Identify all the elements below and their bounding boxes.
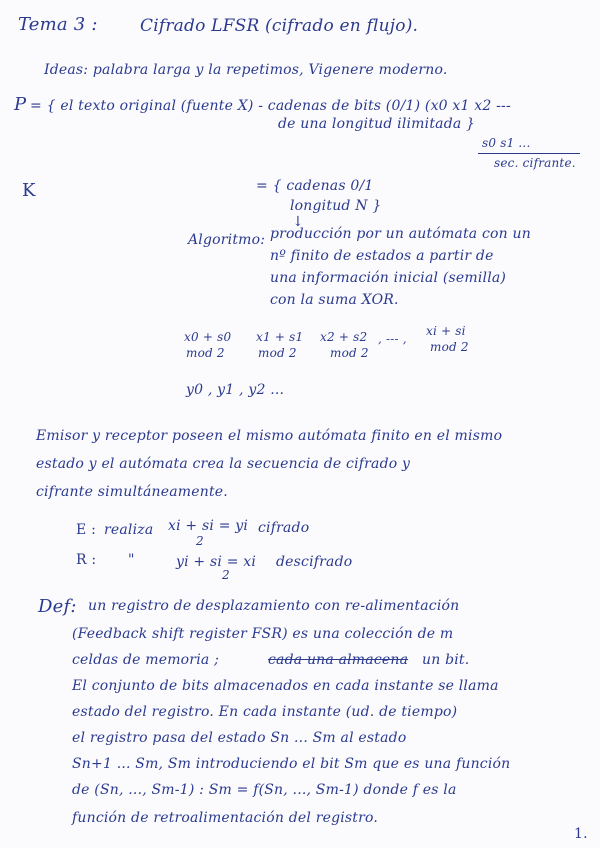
sec-cifrante-label: sec. cifrante. — [494, 156, 576, 170]
sum-1-top: x1 + s1 — [256, 330, 304, 344]
def-line4: El conjunto de bits almacenados en cada instante se llama — [72, 678, 499, 694]
sum-0-bottom: mod 2 — [186, 346, 225, 360]
e-description: cifrado — [258, 520, 310, 536]
sum-i-bottom: mod 2 — [430, 340, 469, 354]
r-mod-sub: 2 — [222, 568, 230, 582]
y-sequence: y0 , y1 , y2 ... — [186, 382, 285, 398]
def-label: Def: — [38, 596, 77, 617]
r-description: descifrado — [276, 554, 353, 570]
emisor-line1: Emisor y receptor poseen el mismo autómata finito en el mismo — [36, 428, 503, 444]
sum-2-top: x2 + s2 — [320, 330, 368, 344]
def-line7: Sn+1 ... Sm, Sm introduciendo el bit Sm que es una función — [72, 756, 511, 772]
def-line3-struck: cada una almacena — [268, 652, 409, 668]
p-symbol: P — [14, 94, 27, 115]
algoritmo-label: Algoritmo: — [188, 232, 266, 248]
s-sequence: s0 s1 ... — [482, 136, 531, 150]
def-line3b: un bit. — [422, 652, 470, 668]
r-formula: yi + si = xi — [176, 554, 257, 570]
r-ditto: " — [128, 552, 135, 568]
e-label: E : — [76, 522, 96, 538]
k-set-line2: longitud N } — [290, 198, 382, 214]
r-label: R : — [76, 552, 97, 568]
e-action: realiza — [104, 522, 154, 538]
sum-i-top: xi + si — [426, 324, 466, 338]
def-line9: función de retroalimentación del registro. — [72, 810, 379, 826]
algoritmo-line1: producción por un autómata con un — [270, 226, 531, 242]
sum-2-bottom: mod 2 — [330, 346, 369, 360]
def-line3a: celdas de memoria ; — [72, 652, 219, 668]
k-set-line1: = { cadenas 0/1 — [256, 178, 374, 194]
e-mod-sub: 2 — [196, 534, 204, 548]
emisor-line3: cifrante simultáneamente. — [36, 484, 228, 500]
algoritmo-line4: con la suma XOR. — [270, 292, 399, 308]
def-line6: el registro pasa del estado Sn ... Sm al estado — [72, 730, 407, 746]
sum-1-bottom: mod 2 — [258, 346, 297, 360]
p-definition-line2: de una longitud ilimitada } — [278, 116, 476, 132]
sum-dots: , --- , — [378, 332, 407, 346]
page-title: Cifrado LFSR (cifrado en flujo). — [140, 16, 419, 36]
def-line8: de (Sn, ..., Sm-1) : Sm = f(Sn, ..., Sm-1) donde f es la — [72, 782, 457, 798]
s-sequence-underline — [478, 153, 580, 154]
e-formula: xi + si = yi — [168, 518, 249, 534]
algoritmo-line3: una información inicial (semilla) — [270, 270, 507, 286]
def-line1: un registro de desplazamiento con re-alimentación — [88, 598, 460, 614]
page-number: 1. — [574, 826, 588, 842]
ideas-line: Ideas: palabra larga y la repetimos, Vigenere moderno. — [44, 62, 448, 78]
algoritmo-line2: nº finito de estados a partir de — [270, 248, 494, 264]
def-line2: (Feedback shift register FSR) es una colección de m — [72, 626, 454, 642]
tema-number: Tema 3 : — [18, 14, 98, 35]
sum-0-top: x0 + s0 — [184, 330, 232, 344]
k-symbol: K — [22, 180, 36, 201]
p-definition-line1: = { el texto original (fuente X) - cadenas de bits (0/1) (x0 x1 x2 --- — [30, 98, 511, 114]
def-line5: estado del registro. En cada instante (ud. de tiempo) — [72, 704, 458, 720]
emisor-line2: estado y el autómata crea la secuencia de cifrado y — [36, 456, 411, 472]
k-arrow: ↓ — [292, 214, 304, 230]
